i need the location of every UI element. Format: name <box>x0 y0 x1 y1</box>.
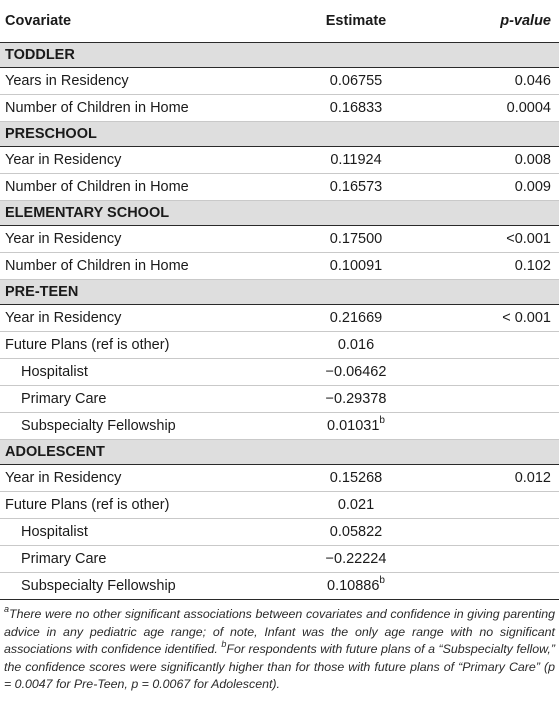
table-row <box>0 253 559 280</box>
covariate-cell: Subspecialty Fellowship <box>0 573 270 600</box>
estimate-cell <box>270 465 442 492</box>
covariate-cell: Subspecialty Fellowship <box>0 413 270 440</box>
table-row <box>0 573 559 600</box>
estimate-value: −0.06462 <box>325 364 387 380</box>
pvalue-cell: < 0.001 <box>442 305 559 332</box>
header-estimate: Estimate <box>270 0 442 43</box>
estimate-cell <box>270 546 442 573</box>
covariate-cell: Future Plans (ref is other) <box>0 332 270 359</box>
table-row <box>0 359 559 386</box>
footnote-b-mark: b <box>221 638 227 649</box>
table-row <box>0 386 559 413</box>
pvalue-cell <box>442 492 559 519</box>
footnote-b-text: For respondents with future plans of a “Subspecialty fellow,” the confidence scores were significantly higher than for those with future plans of “Primary Care” (p = 0.0047 for Pre-Teen, p = 0.0067 for Adolescent). <box>4 642 555 691</box>
table-row <box>0 174 559 201</box>
table-row <box>0 546 559 573</box>
covariate-cell: Number of Children in Home <box>0 253 270 280</box>
table-row <box>0 519 559 546</box>
section-title: ADOLESCENT <box>0 440 559 465</box>
estimate-cell <box>270 68 442 95</box>
footnote-a-text: There were no other significant associations between covariates and confidence in giving parenting advice in any pediatric age range; of note, Infant was the only age range with no significant associations with confidence identified. <box>4 607 555 656</box>
table-row <box>0 305 559 332</box>
estimate-cell <box>270 95 442 122</box>
estimate-cell <box>270 147 442 174</box>
section-title: TODDLER <box>0 43 559 68</box>
pvalue-cell <box>442 413 559 440</box>
covariate-cell: Hospitalist <box>0 359 270 386</box>
section-header <box>0 280 559 305</box>
table-body <box>0 43 559 600</box>
estimate-cell <box>270 332 442 359</box>
estimate-value: 0.01031 <box>327 418 380 434</box>
pvalue-cell: 0.102 <box>442 253 559 280</box>
header-row <box>0 0 559 43</box>
estimate-cell <box>270 305 442 332</box>
estimate-cell <box>270 573 442 600</box>
pvalue-cell: 0.009 <box>442 174 559 201</box>
footnote-marker: b <box>379 575 385 587</box>
section-header <box>0 122 559 147</box>
pvalue-cell: 0.0004 <box>442 95 559 122</box>
section-header <box>0 43 559 68</box>
table-row <box>0 492 559 519</box>
covariate-cell: Years in Residency <box>0 68 270 95</box>
estimate-value: 0.016 <box>337 337 375 353</box>
covariate-cell: Hospitalist <box>0 519 270 546</box>
covariate-cell: Primary Care <box>0 386 270 413</box>
estimate-cell <box>270 174 442 201</box>
table-row <box>0 95 559 122</box>
table-row <box>0 413 559 440</box>
estimate-value: 0.11924 <box>330 152 382 168</box>
pvalue-cell: 0.046 <box>442 68 559 95</box>
footnote-a-mark: a <box>4 603 10 614</box>
table-row <box>0 332 559 359</box>
pvalue-cell <box>442 519 559 546</box>
pvalue-cell <box>442 332 559 359</box>
pvalue-cell: 0.012 <box>442 465 559 492</box>
pvalue-cell: <0.001 <box>442 226 559 253</box>
estimate-cell <box>270 253 442 280</box>
header-pvalue-text: p-value <box>500 13 551 29</box>
estimate-cell <box>270 413 442 440</box>
table-row <box>0 147 559 174</box>
estimate-value: 0.16573 <box>329 179 383 195</box>
pvalue-cell <box>442 386 559 413</box>
estimate-value: 0.05822 <box>329 524 383 540</box>
covariate-cell: Number of Children in Home <box>0 95 270 122</box>
estimate-value: 0.17500 <box>329 231 383 247</box>
pvalue-cell <box>442 359 559 386</box>
table-row <box>0 226 559 253</box>
covariate-cell: Year in Residency <box>0 147 270 174</box>
covariate-cell: Year in Residency <box>0 305 270 332</box>
covariate-cell: Year in Residency <box>0 465 270 492</box>
estimate-value: 0.21669 <box>329 310 383 326</box>
covariate-cell: Primary Care <box>0 546 270 573</box>
estimate-cell <box>270 386 442 413</box>
header-pvalue <box>442 0 559 43</box>
section-title: PRESCHOOL <box>0 122 559 147</box>
covariate-cell: Year in Residency <box>0 226 270 253</box>
estimate-cell <box>270 226 442 253</box>
table-row <box>0 68 559 95</box>
section-header <box>0 201 559 226</box>
estimate-cell <box>270 359 442 386</box>
section-title: PRE-TEEN <box>0 280 559 305</box>
estimate-value: 0.10091 <box>329 258 383 274</box>
estimate-value: −0.29378 <box>325 391 387 407</box>
estimate-cell <box>270 519 442 546</box>
covariate-cell: Future Plans (ref is other) <box>0 492 270 519</box>
estimate-value: −0.22224 <box>325 551 387 567</box>
footnote-marker: b <box>379 415 385 427</box>
estimate-value: 0.15268 <box>329 470 383 486</box>
estimate-value: 0.06755 <box>329 73 383 89</box>
pvalue-cell <box>442 573 559 600</box>
estimate-value: 0.10886 <box>327 578 380 594</box>
pvalue-cell: 0.008 <box>442 147 559 174</box>
header-covariate: Covariate <box>0 0 270 43</box>
section-title: ELEMENTARY SCHOOL <box>0 201 559 226</box>
pvalue-cell <box>442 546 559 573</box>
estimate-value: 0.16833 <box>329 100 383 116</box>
estimate-value: 0.021 <box>337 497 375 513</box>
section-header <box>0 440 559 465</box>
covariate-cell: Number of Children in Home <box>0 174 270 201</box>
estimate-cell <box>270 492 442 519</box>
table-row <box>0 465 559 492</box>
footnotes <box>0 600 559 694</box>
